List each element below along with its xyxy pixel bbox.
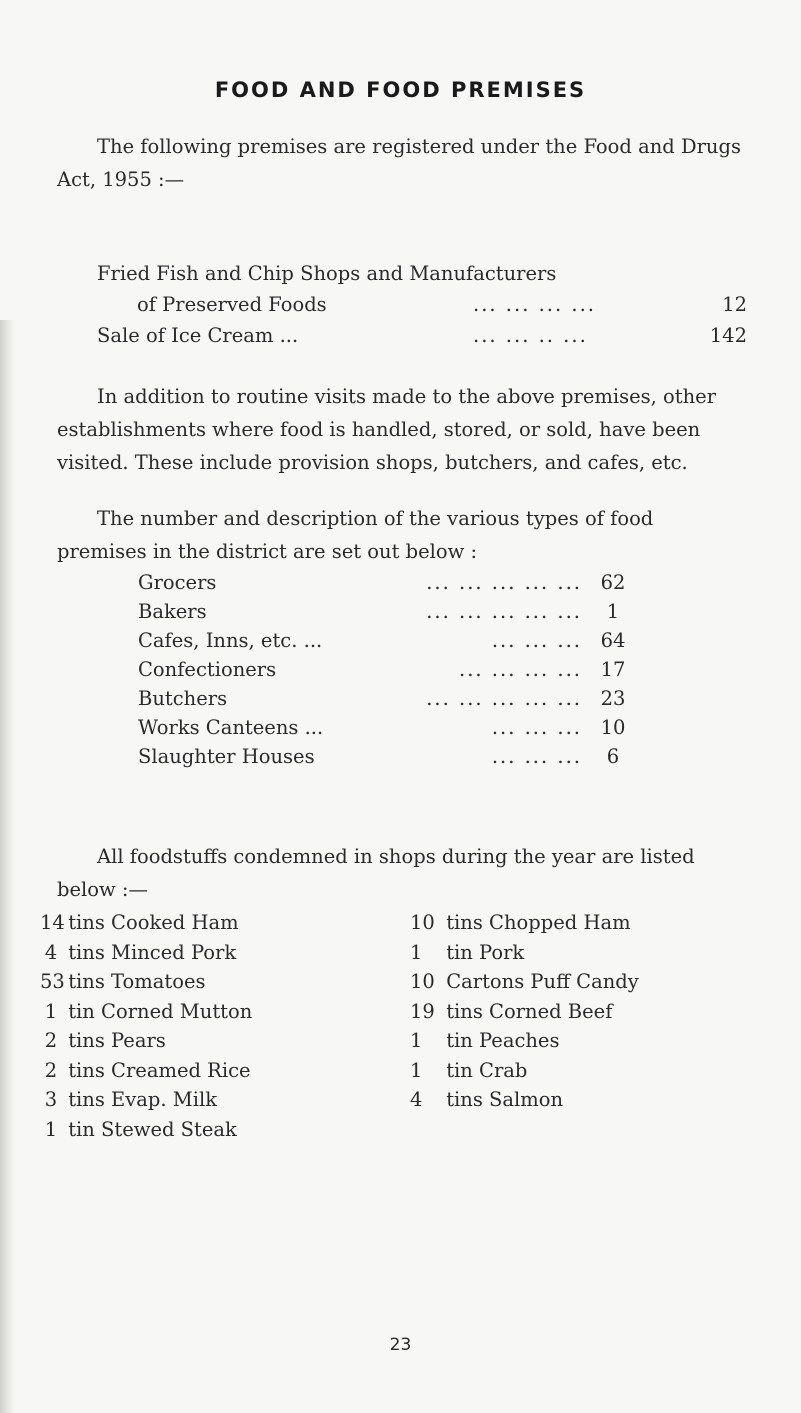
- page-number: 23: [389, 1335, 412, 1355]
- leader-dots: ... ... ... ...: [459, 658, 582, 681]
- condemned-intro-paragraph: [57, 840, 757, 906]
- premises-type: Works Canteens ...: [138, 716, 324, 739]
- condemned-description: tin Peaches: [446, 1029, 560, 1052]
- registered-row: [97, 258, 747, 289]
- page-title: FOOD AND FOOD PREMISES: [214, 78, 587, 102]
- condemned-description: tin Stewed Steak: [68, 1117, 237, 1141]
- condemned-description: tin Corned Mutton: [68, 999, 253, 1023]
- condemned-item: [410, 1056, 639, 1086]
- premises-row: [138, 655, 628, 684]
- registered-row: [97, 320, 747, 351]
- condemned-item: [40, 1115, 252, 1145]
- condemned-description: tins Corned Beef: [446, 999, 613, 1023]
- registered-row: [97, 289, 747, 320]
- condemned-quantity: 10: [410, 911, 435, 934]
- condemned-description: tins Chopped Ham: [446, 911, 631, 934]
- registered-count: 142: [709, 324, 747, 347]
- condemned-list-left: [40, 908, 252, 1144]
- condemned-item: [410, 967, 639, 997]
- premises-row: [138, 626, 628, 655]
- premises-row: [138, 742, 628, 771]
- condemned-item: [410, 908, 639, 938]
- visits-paragraph: [57, 380, 749, 479]
- condemned-description: tins Evap. Milk: [68, 1088, 218, 1111]
- condemned-item: [40, 1026, 252, 1056]
- condemned-quantity: 1: [410, 1029, 423, 1052]
- condemned-description: Cartons Puff Candy: [446, 970, 639, 993]
- premises-count: 6: [606, 745, 620, 768]
- condemned-item: [410, 1026, 639, 1056]
- premises-intro-text: The number and description of the various types of food premises in the district are set out below :: [57, 507, 654, 563]
- leader-dots: ... ... ... ... ...: [426, 571, 582, 594]
- registered-label: Fried Fish and Chip Shops and Manufacturers: [97, 262, 557, 285]
- premises-intro-paragraph: [57, 502, 749, 568]
- registered-premises-list: [97, 258, 747, 351]
- leader-dots: ... ... ...: [491, 745, 582, 768]
- condemned-quantity: 2: [44, 1029, 58, 1052]
- premises-type: Butchers: [138, 687, 228, 710]
- condemned-description: tins Minced Pork: [68, 940, 237, 964]
- condemned-quantity: 53: [40, 970, 65, 993]
- leader-dots: ... ... ...: [491, 716, 582, 739]
- condemned-quantity: 1: [44, 1117, 58, 1141]
- leader-dots: ... ... ...: [491, 629, 582, 652]
- condemned-item: [40, 997, 252, 1027]
- premises-row: [138, 713, 628, 742]
- condemned-quantity: 2: [44, 1058, 58, 1082]
- condemned-description: tin Pork: [446, 940, 525, 964]
- condemned-quantity: 19: [410, 999, 435, 1023]
- condemned-item: [40, 1056, 252, 1086]
- visits-text: In addition to routine visits made to the above premises, other establishments where food is handled, stored, or sold, have been visited. These include provision shops, butchers, and cafes, etc.: [57, 385, 717, 474]
- condemned-quantity: 4: [410, 1088, 423, 1111]
- premises-count: 17: [600, 658, 626, 681]
- intro-text: The following premises are registered under the Food and Drugs Act, 1955 :—: [57, 135, 741, 191]
- condemned-item: [410, 997, 639, 1027]
- condemned-item: [40, 1085, 252, 1115]
- condemned-quantity: 1: [410, 940, 423, 964]
- condemned-quantity: 3: [44, 1088, 58, 1111]
- condemned-quantity: 14: [40, 911, 65, 934]
- premises-type: Cafes, Inns, etc. ...: [138, 629, 323, 652]
- premises-count: 10: [600, 716, 626, 739]
- premises-count: 1: [606, 600, 620, 623]
- condemned-description: tins Cooked Ham: [68, 911, 239, 934]
- intro-paragraph: [57, 130, 749, 196]
- registered-label: Sale of Ice Cream ...: [97, 324, 299, 347]
- premises-type: Confectioners: [138, 658, 277, 681]
- condemned-description: tins Salmon: [446, 1088, 564, 1111]
- condemned-item: [410, 938, 639, 968]
- condemned-item: [410, 1085, 639, 1115]
- condemned-item: [40, 938, 252, 968]
- registered-count: 12: [722, 293, 747, 316]
- condemned-item: [40, 967, 252, 997]
- leader-dots: ... ... ... ...: [473, 293, 596, 316]
- premises-row: [138, 568, 628, 597]
- condemned-description: tins Creamed Rice: [68, 1058, 251, 1082]
- leader-dots: ... ... ... ... ...: [426, 687, 582, 710]
- premises-count: 23: [600, 687, 626, 710]
- registered-label: of Preserved Foods: [137, 293, 327, 316]
- premises-type: Bakers: [138, 600, 207, 623]
- condemned-quantity: 4: [44, 940, 58, 964]
- condemned-item: [40, 908, 252, 938]
- condemned-quantity: 1: [410, 1058, 423, 1082]
- leader-dots: ... ... ... ... ...: [426, 600, 582, 623]
- page-binding-shadow: [0, 320, 14, 1413]
- premises-row: [138, 684, 628, 713]
- condemned-quantity: 10: [410, 970, 435, 993]
- premises-count: 64: [600, 629, 626, 652]
- premises-type: Grocers: [138, 571, 217, 594]
- premises-count: 62: [600, 571, 626, 594]
- condemned-list-right: [410, 908, 639, 1115]
- premises-row: [138, 597, 628, 626]
- condemned-description: tins Tomatoes: [68, 970, 206, 993]
- condemned-quantity: 1: [44, 999, 58, 1023]
- condemned-intro-text: All foodstuffs condemned in shops during the year are listed below :—: [57, 845, 695, 901]
- premises-type: Slaughter Houses: [138, 745, 315, 768]
- leader-dots: ... ... .. ...: [473, 324, 588, 347]
- condemned-description: tin Crab: [446, 1058, 528, 1082]
- condemned-description: tins Pears: [68, 1029, 166, 1052]
- premises-table: [138, 568, 628, 771]
